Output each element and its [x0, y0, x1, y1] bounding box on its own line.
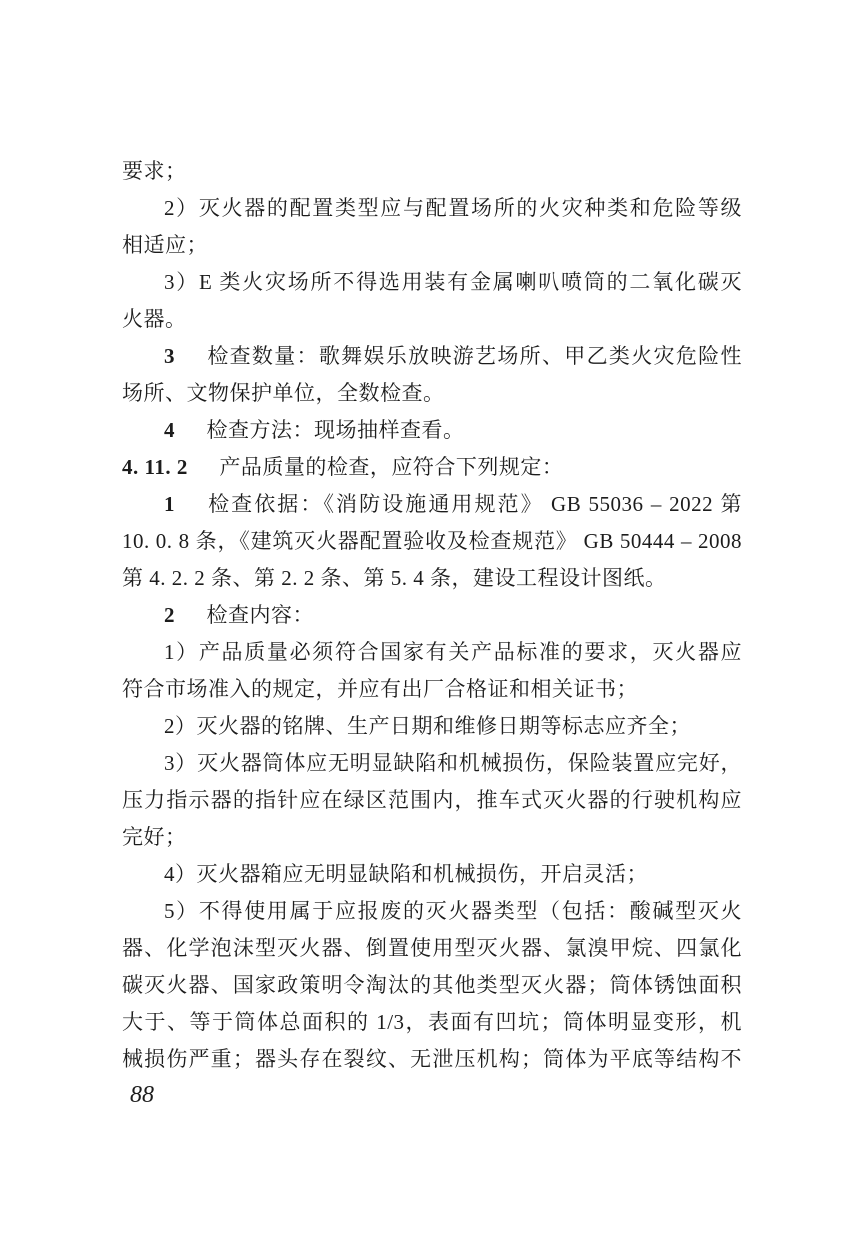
document-body [122, 153, 742, 1078]
text-line [122, 967, 742, 1004]
line-text: 3）灭火器筒体应无明显缺陷和机械损伤，保险装置应完好， [164, 751, 742, 775]
text-line [122, 819, 742, 856]
text-line [122, 671, 742, 708]
clause-number: 2 [164, 603, 175, 627]
text-line [122, 1041, 742, 1078]
text-line [122, 856, 742, 893]
text-line [122, 560, 742, 597]
text-line [122, 227, 742, 264]
text-line [122, 523, 742, 560]
line-text: 2）灭火器的铭牌、生产日期和维修日期等标志应齐全； [164, 714, 691, 738]
line-text: 械损伤严重；器头存在裂纹、无泄压机构；筒体为平底等结构不 [122, 1047, 742, 1071]
line-text: 符合市场准入的规定，并应有出厂合格证和相关证书； [122, 677, 638, 701]
line-text: 10. 0. 8 条，《建筑灭火器配置验收及检查规范》 GB 50444 – 2008 [122, 529, 742, 553]
line-text: 场所、文物保护单位，全数检查。 [122, 381, 445, 405]
text-line [122, 486, 742, 523]
text-line [122, 597, 742, 634]
text-line [122, 190, 742, 227]
text-line [122, 708, 742, 745]
text-line [122, 338, 742, 375]
text-line [122, 375, 742, 412]
clause-number: 4 [164, 418, 175, 442]
text-line [122, 634, 742, 671]
line-text: 压力指示器的指针应在绿区范围内，推车式灭火器的行驶机构应 [122, 788, 742, 812]
line-text: 器、化学泡沫型灭火器、倒置使用型灭火器、氯溴甲烷、四氯化 [122, 936, 742, 960]
line-text: 相适应； [122, 233, 208, 257]
line-text: 3）E 类火灾场所不得选用装有金属喇叭喷筒的二氧化碳灭 [164, 270, 742, 294]
line-text: 第 4. 2. 2 条、第 2. 2 条、第 5. 4 条，建设工程设计图纸。 [122, 566, 667, 590]
line-text: 产品质量的检查，应符合下列规定： [219, 455, 564, 479]
text-line [122, 893, 742, 930]
line-text: 大于、等于筒体总面积的 1/3，表面有凹坑；筒体明显变形，机 [122, 1010, 742, 1034]
line-text: 检查方法：现场抽样查看。 [206, 418, 465, 442]
text-line [122, 264, 742, 301]
line-text: 2）灭火器的配置类型应与配置场所的火灾种类和危险等级 [164, 196, 742, 220]
text-line [122, 301, 742, 338]
line-text: 4）灭火器箱应无明显缺陷和机械损伤，开启灵活； [164, 862, 648, 886]
line-text: 碳灭火器、国家政策明令淘汰的其他类型灭火器；筒体锈蚀面积 [122, 973, 742, 997]
text-line [122, 745, 742, 782]
line-text: 1）产品质量必须符合国家有关产品标准的要求，灭火器应 [164, 640, 742, 664]
text-line [122, 412, 742, 449]
clause-number: 1 [164, 492, 175, 516]
page-number: 88 [130, 1082, 154, 1108]
line-text: 完好； [122, 825, 187, 849]
text-line [122, 1004, 742, 1041]
section-heading [122, 449, 742, 486]
line-text: 5）不得使用属于应报废的灭火器类型（包括：酸碱型灭火 [164, 899, 742, 923]
line-text: 检查依据：《消防设施通用规范》 GB 55036 – 2022 第 [206, 492, 742, 516]
section-number: 4. 11. 2 [122, 455, 188, 479]
line-text: 检查内容： [206, 603, 314, 627]
line-text: 火器。 [122, 307, 187, 331]
text-line [122, 930, 742, 967]
text-line [122, 782, 742, 819]
text-line [122, 153, 742, 190]
line-text: 检查数量：歌舞娱乐放映游艺场所、甲乙类火灾危险性 [206, 344, 742, 368]
line-text: 要求； [122, 159, 187, 183]
clause-number: 3 [164, 344, 175, 368]
